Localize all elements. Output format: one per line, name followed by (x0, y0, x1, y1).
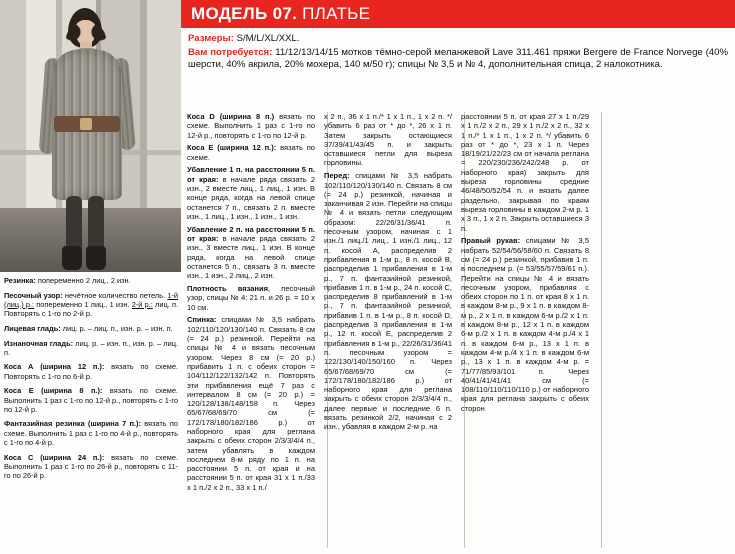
legend-item: Коса С (ширина 24 п.): вязать по схеме. Выполнить 1 раз с 1-го по 26-й р., повторять с 11-го по 26-й р. (4, 452, 178, 480)
model-boot-right (86, 246, 106, 270)
instruction-column-4 (598, 112, 726, 548)
header-bar (181, 0, 735, 28)
model-boot-left (62, 246, 82, 270)
intro-block (188, 33, 728, 73)
belt-buckle (80, 118, 92, 130)
materials-value: 11/12/13/14/15 мотков тёмно-серой меланжевой Lave 311.461 пряжи Bergere de France Norvege (40% шерсти, 40% акрила, 20% мохера, 140 м/50 г); спицы № 3,5 и № 4, дополнительная спица, 2 налокотника. (188, 46, 728, 71)
sizes-label: Размеры: (188, 33, 234, 44)
page-title (191, 4, 370, 24)
instruction-paragraph: Спинка: спицами № 3,5 набрать 102/110/120/130/140 п. Связать 8 см (= 24 р.) резинкой. Перейти на спицы № 4 и вязать песочным узором. Через 8 см (= 20 р.) прибавить 1 п. с обеих сторон = 104/112/122/132/142 п. Повторять эти прибавления ещё 7 раз с интервалом 8 см (= 20 р.) = 120/128/138/148/158 п. Через 65/67/68/69/70 см (= 172/178/180/182/186 р.) от наборного края для реглана закрыть с обеих сторон 2/3/3/4/4 п., затем убавлять в каждом последнем 8-м ряду по 1 п. на расстоянии 5 п. от края и на расстоянии 5 п. от края 31 х 1 п./33 х 1 п./2 х 2 п., 33 х 1 п./ (187, 315, 315, 492)
model-leg-left (66, 196, 82, 252)
garment-type: ПЛАТЬЕ (302, 4, 371, 23)
materials-line (188, 47, 728, 72)
instruction-paragraph: Убавление 2 п. на расстоянии 5 п. от края: в начале ряда связать 2 изн., 3 вместе лиц., 1 изн. В конце ряда, когда на левой спице останется 5 п., связать 3 п. вместе изн., 1 изн., 2 лиц., 2 изн. (187, 224, 316, 281)
instruction-paragraph: Убавление 1 п. на расстоянии 5 п. от края: в начале ряда связать 2 изн., 2 вместе лиц., 1 лиц., 1 изн. В конце ряда, когда на левой спице останется 7 п., связать 2 п. вместе изн., 1 лиц., 1 изн., 1 изн., 1 изн. (187, 165, 316, 221)
instruction-paragraph: х 2 п., 36 х 1 п./* 1 х 1 п., 1 х 2 п. */ убавить 6 раз от * до *, 26 х 1 п. Затем закрыть остающиеся 37/39/41/43/45 п. и закрыть оставшиеся петли для выреза горловины. (324, 112, 452, 168)
legend-item: Фантазийная резинка (ширина 7 п.): вязать по схеме. Выполнить 1 раз с 1-го по 4-й р., повторять с 1-го по 4-й р. (4, 419, 179, 447)
materials-label: Вам потребуется: (188, 46, 273, 58)
instruction-paragraph: расстоянии 5 п. от края 27 х 1 п./29 х 1 п./2 х 2 п., 29 х 1 п./2 х 2 п., 32 х 1 п./* 1 х 1 п., 1 х 2 п. */ убавить 6 раз от * до *, 23 х 1 п. Через 18/19/21/22/23 см от начала реглана = 220/230/236/242/248 р. от наборного края) закрыть для выреза горловины средние 46/48/50/52/54 п. и вязать далее раздельно, закрывая по краям выреза горловины в каждом 2-м р. 1 х 3 п., 1 х 2 п. Закрыть оставшиеся 3 п. (461, 112, 589, 233)
stitch-legend (4, 276, 178, 486)
sizes-line (188, 33, 728, 46)
legend-item: Коса Е (ширина 8 п.): вязать по схеме. Выполнить 1 раз с 1-го по 12-й р., повторять с 1-го по 12-й р. (4, 386, 178, 414)
legend-item: Коса А (ширина 12 п.): вязать по схеме. Повторять с 1-го по 6-й р. (4, 362, 178, 381)
legend-item: Лицевая гладь: лиц. р. – лиц. п., изн. р. – изн. п. (4, 323, 173, 333)
legend-item: Песочный узор: нечётное количество петель. 1-й (лиц.) р.: попеременно 1 лиц., 1 изн. 2-й р.: лиц. п. Повторять с 1-го по 2-й р. (4, 290, 179, 319)
model-number: МОДЕЛЬ 07. (191, 4, 298, 23)
left-column (0, 0, 181, 554)
sizes-value: S/M/L/XL/XXL. (236, 33, 300, 44)
legend-item: Резинка: попеременно 2 лиц., 2 изн. (4, 276, 131, 285)
model-photo (0, 0, 181, 272)
instruction-column-2 (324, 112, 452, 548)
legend-item: Изнаночная гладь: лиц. р. – изн. п., изн. р. – лиц. п. (4, 338, 178, 357)
model-figure (28, 8, 148, 272)
instruction-column-1 (187, 112, 315, 548)
instruction-columns (187, 112, 731, 548)
instruction-paragraph: Перед: спицами № 3,5 набрать 102/110/120/130/140 п. Связать 8 см (= 24 р.) резинкой, начиная и заканчивая 2 изн. Перейти на спицы № 4 и вязать петли следующим образом: 22/26/31/36/41 п. песочным узором, начиная с 1 изн./1 лиц./1 лиц., 1 изн./1 лиц., 12 п. косой А, распределив 2 прибавления в 1-м р., 8 п. косой В, распределив 1 прибавления в 1-м р., 7 п. фантазийной резинкой, прибавив 1 п. в 1-м р., 24 п. косой С, распределив 8 прибавлений в 1-м р., 7 п. фантазийной резинкой, прибавив 1 п. в 1-м р., 8 п. косой D, распределив 3 прибавления в 1-м р., 12 п. косой Е, распределив 2 прибавления в 1-м р., 22/26/31/36/41 п. песочным узором = 122/130/140/150/160 п. Через 65/67/68/69/70 см (= 172/178/180/182/186 р.) от наборного края для реглана закрыть с обеих сторон 2/3/3/4/4 п., далее первые и последние 6 п. вязать резинкой 2/2, начиная с 2 изн., убавляя в каждом 2-м р. на (324, 171, 452, 432)
instruction-paragraph: Коса D (ширина 8 п.) вязать по схеме. Выполнить 1 раз с 1-го по 12-й р., повторять с 1-го по 12-й р. (187, 112, 315, 140)
instruction-paragraph: Плотность вязания, песочный узор, спицы № 4: 21 п. и 26 р. = 10 х 10 см. (187, 284, 315, 312)
instruction-column-3 (461, 112, 589, 548)
instruction-paragraph: Коса Е (ширина 12 п.): вязать по схеме. (187, 143, 315, 162)
model-leg-right (88, 196, 104, 252)
instruction-paragraph: Правый рукав: спицами № 3,5 набрать 52/54/56/58/60 п. Связать 8 см (= 24 р.) резинкой, прибавив 1 п. в последнем р. (= 53/55/57/59/61 п.). Перейти на спицы № 4 и вязать песочным узором, прибавляя с обеих сторон по 1 п. от края 8 х 1 п. в каждом 8-м р., 9 х 1 п. в каждом 8-м р., 2 х 1 п. в каждом 6-м р./2 х 1 п. в каждом 8-м р., 12 х 1 п. в каждом 6-м р./2 х 1 п. в каждом 4-м р./4 х 1 п. в каждом 6-м р., 13 х 1 п. в каждом 4-м р./4 х 1 п. в каждом 6-м р., 13 х 1 п. в каждом 4-м р. = 71/77/85/93/101 п. Через 40/41/41/41/41 см (= 108/110/110/110/110 р.) от наборного края для реглана закрыть с обеих сторон (461, 236, 589, 413)
